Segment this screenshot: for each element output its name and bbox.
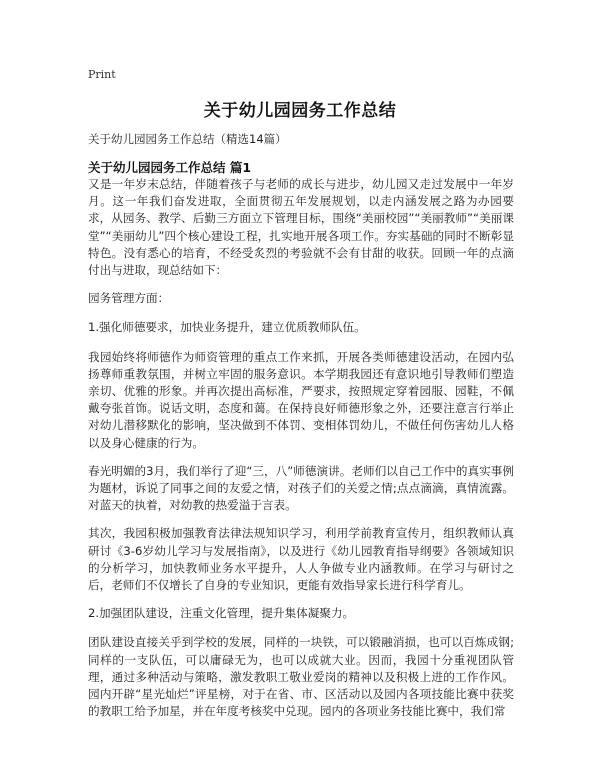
paragraph-speech-event: 春光明媚的3月，我们举行了迎“三，八”师德演讲。老师们以自己工作中的真实事例为题材，诉说了同事之间的友爱之情，对孩子们的关爱之情;点点滴滴，真情流露。对蓝天的执着，对幼教的热爱溢于言表。 [88, 463, 514, 513]
paragraph-section-label: 园务管理方面： [88, 291, 170, 306]
paragraph-point-1: 1.强化师德要求，加快业务提升，建立优质教师队伍。 [88, 320, 366, 335]
print-label[interactable]: Print [88, 68, 116, 81]
paragraph-point-2: 2.加强团队建设，注重文化管理，提升集体凝聚力。 [88, 606, 355, 621]
section-heading: 关于幼儿园园务工作总结 篇1 [88, 160, 252, 175]
paragraph-law-study: 其次，我园积极加强教育法律法规知识学习，利用学前教育宣传月，组织教师认真研讨《3-6岁幼儿学习与发展指南》，以及进行《幼儿园教育指导纲要》各领域知识的分析学习，加快教师业务水平提升，人人争做专业内涵教师。在学习与研讨之后，老师们不仅增长了自身的专业知识，更能有效指导家长进行科学育儿。 [88, 526, 514, 593]
paragraph-team-building: 团队建设直接关乎到学校的发展，同样的一块铁，可以锻融消损，也可以百炼成钢;同样的一支队伍，可以庸碌无为，也可以成就大业。因而，我园十分重视团队管理，通过多种活动与策略，激发教职工敬业爱岗的精神以及积极上进的工作作风。园内开辟“星光灿烂”评星榜，对于在省、市、区活动以及园内各项技能比赛中获奖的教职工给予加星，并在年度考核奖中兑现。园内的各项业务技能比赛中，我们常 [88, 635, 514, 719]
paragraph-intro: 又是一年岁末总结，伴随着孩子与老师的成长与进步，幼儿园又走过发展中一年岁月。这一年我们奋发进取，全面贯彻五年发展规划，以走内涵发展之路为办园要求，从园务、教学、后勤三方面立下管理目标，围绕“美丽校园”“美丽教师”“美丽课堂”“美丽幼儿”四个核心建设工程，扎实地开展各项工作。夯实基础的同时不断彰显特色。没有悉心的培育，不经受炙烈的考验就不会有甘甜的收获。回顾一年的点滴付出与进取，现总结如下： [88, 177, 514, 278]
document-body [88, 176, 514, 731]
paragraph-teacher-ethics: 我园始终将师德作为师资管理的重点工作来抓，开展各类师德建设活动，在园内弘扬尊师重教氛围，并树立牢固的服务意识。本学期我园还有意识地引导教师们塑造亲切、优雅的形象。并再次提出高标准，严要求，按照规定穿着园服、园鞋，不佩戴夸张首饰。说话文明，态度和蔼。在保持良好师德形象之外，还要注意言行举止对幼儿潜移默化的影响，坚决做到不体罚、变相体罚幼儿，不做任何伤害幼儿人格以及身心健康的行为。 [88, 349, 514, 450]
document-title: 关于幼儿园园务工作总结 [203, 101, 397, 121]
document-subtitle: 关于幼儿园园务工作总结（精选14篇） [88, 132, 287, 146]
